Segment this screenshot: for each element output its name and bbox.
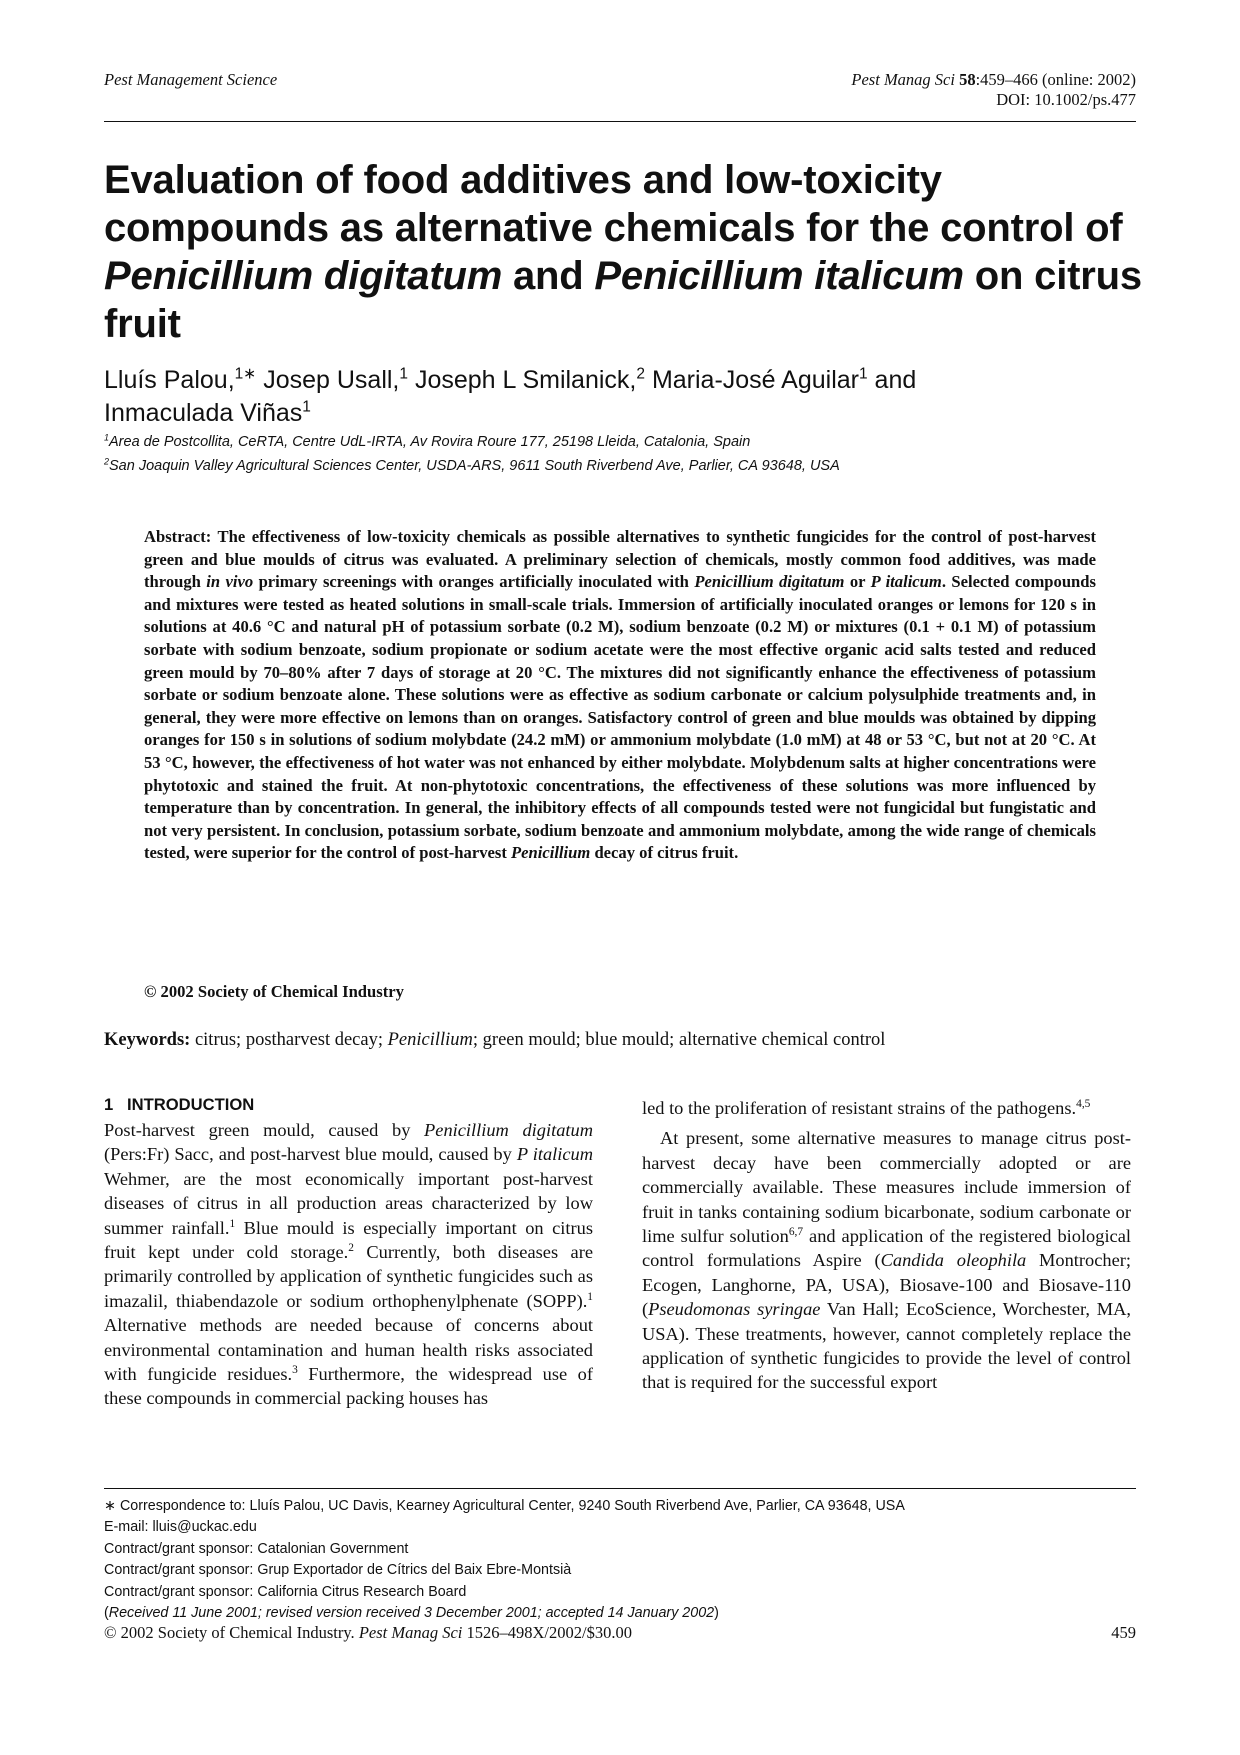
affiliation-2: $^2$San Joaquin Valley Agricultural Sciences Center, USDA-ARS, 9611 South Riverbend Ave, Parlier, CA 93648, USA bbox=[104, 456, 840, 474]
affiliation-1: $^1$Area de Postcollita, CeRTA, Centre UdL-IRTA, Av Rovira Roure 177, 25198 Lleida, Catalonia, Spain bbox=[104, 432, 751, 450]
running-header-journal: Pest Management Science bbox=[104, 70, 278, 89]
section-heading-introduction: 1 INTRODUCTION bbox=[104, 1095, 255, 1114]
citation-volume: 58 bbox=[959, 70, 976, 89]
page-number: 459 bbox=[1111, 1623, 1136, 1642]
running-header-citation bbox=[851, 70, 1136, 110]
paragraph: Post-harvest green mould, caused by Penicillium digitatum (Pers:Fr) Sacc, and post-harvest blue mould, caused by P italicum Wehmer, are the most economically important post-harvest diseases of citrus in all production areas characterized by low summer rainfall.$^1$ Blue mould is especially important on citrus fruit kept under cold storage.$^2$ Currently, both diseases are primarily controlled by application of synthetic fungicides such as imazalil, thiabendazole or sodium orthophenylphenate (SOPP).$^1$ Alternative methods are needed because of concerns about environmental contamination and human health risks associated with fungicide residues.$^3$ Furthermore, the widespread use of these compounds in commercial packing houses has bbox=[104, 1120, 594, 1409]
header-rule bbox=[104, 121, 1136, 122]
column-left bbox=[104, 1094, 593, 1411]
grant-sponsor-2: Contract/grant sponsor: Grup Exportador de Cítrics del Baix Ebre-Montsià bbox=[104, 1562, 572, 1579]
column-right bbox=[642, 1096, 1131, 1395]
author-list: Lluís Palou,$^{1∗}$ Josep Usall,$^1$ Joseph L Smilanick,$^2$ Maria-José Aguilar$^1$ and Inmaculada Viñas$^1$ bbox=[104, 365, 917, 427]
abstract: Abstract: The effectiveness of low-toxicity chemicals as possible alternatives to synthetic fungicides for the control of post-harvest green and blue moulds of citrus was evaluated. A preliminary selection of chemicals, mostly common food additives, was made through in vivo primary screenings with oranges artificially inoculated with Penicillium digitatum or P italicum. Selected compounds and mixtures were tested as heated solutions in small-scale trials. Immersion of artificially inoculated oranges or lemons for 120 s in solutions at 40.6 °C and natural pH of potassium sorbate (0.2 M), sodium benzoate (0.2 M) or mixtures (0.1 + 0.1 M) of potassium sorbate with sodium benzoate, sodium propionate or sodium acetate were the most effective organic acid salts tested and reduced green mould by 70–80% after 7 days of storage at 20 °C. The mixtures did not significantly enhance the effectiveness of potassium sorbate or sodium benzoate alone. These solutions were as effective as sodium carbonate or calcium polysulphide treatments and, in general, they were more effective on lemons than on oranges. Satisfactory control of green and blue moulds was obtained by dipping oranges for 150 s in solutions of sodium molybdate (24.2 mM) or ammonium molybdate (1.0 mM) at 48 or 53 °C, but not at 20 °C. At 53 °C, however, the effectiveness of hot water was not enhanced by either molybdate. Molybdenum salts at higher concentrations were phytotoxic and stained the fruit. At non-phytotoxic concentrations, the effectiveness of these solutions was more influenced by temperature than by concentration. In general, the inhibitory effects of all compounds tested were not fungicidal but fungistatic and not very persistent. In conclusion, potassium sorbate, sodium benzoate and ammonium molybdate, among the wide range of chemicals tested, were superior for the control of post-harvest Penicillium decay of citrus fruit. bbox=[144, 527, 1096, 863]
footnotes bbox=[104, 1496, 1144, 1624]
received-dates: (Received 11 June 2001; revised version received 3 December 2001; accepted 14 January 2002) bbox=[104, 1605, 719, 1622]
email-note: E-mail: lluis@uckac.edu bbox=[104, 1519, 257, 1536]
article-title: Evaluation of food additives and low-toxicity compounds as alternative chemicals for the control of Penicillium digitatum and Penicillium italicum on citrus fruit bbox=[104, 158, 1142, 346]
footer-copyright: © 2002 Society of Chemical Industry. Pest Manag Sci 1526–498X/2002/$30.00 bbox=[104, 1623, 632, 1642]
abstract-copyright: © 2002 Society of Chemical Industry bbox=[144, 982, 404, 1001]
grant-sponsor-3: Contract/grant sponsor: California Citrus Research Board bbox=[104, 1583, 467, 1600]
page-footer bbox=[104, 1623, 1136, 1643]
citation-pages: :459–466 (online: 2002) bbox=[975, 70, 1136, 89]
citation-journal: Pest Manag Sci bbox=[851, 70, 955, 89]
paragraph: led to the proliferation of resistant strains of the pathogens.$^{4,5}$ bbox=[642, 1097, 1091, 1118]
doi: DOI: 10.1002/ps.477 bbox=[996, 90, 1136, 109]
grant-sponsor-1: Contract/grant sponsor: Catalonian Government bbox=[104, 1540, 409, 1557]
paragraph: At present, some alternative measures to manage citrus post-harvest decay have been commercially adopted or are commercially available. These measures include immersion of fruit in tanks containing sodium bicarbonate, sodium carbonate or lime sulfur solution$^{6,7}$ and application of the registered biological control formulations Aspire (Candida oleophila Montrocher; Ecogen, Langhorne, PA, USA), Biosave-100 and Biosave-110 (Pseudomonas syringae Van Hall; EcoScience, Worchester, MA, USA). These treatments, however, cannot completely replace the application of synthetic fungicides to provide the level of control that is required for the successful export bbox=[642, 1128, 1131, 1393]
correspondence-note: ∗ Correspondence to: Lluís Palou, UC Davis, Kearney Agricultural Center, 9240 South Riverbend Ave, Parlier, CA 93648, USA bbox=[104, 1498, 905, 1514]
keywords: Keywords: citrus; postharvest decay; Penicillium; green mould; blue mould; alternative chemical control bbox=[104, 1030, 886, 1050]
footnote-rule bbox=[104, 1488, 1136, 1489]
